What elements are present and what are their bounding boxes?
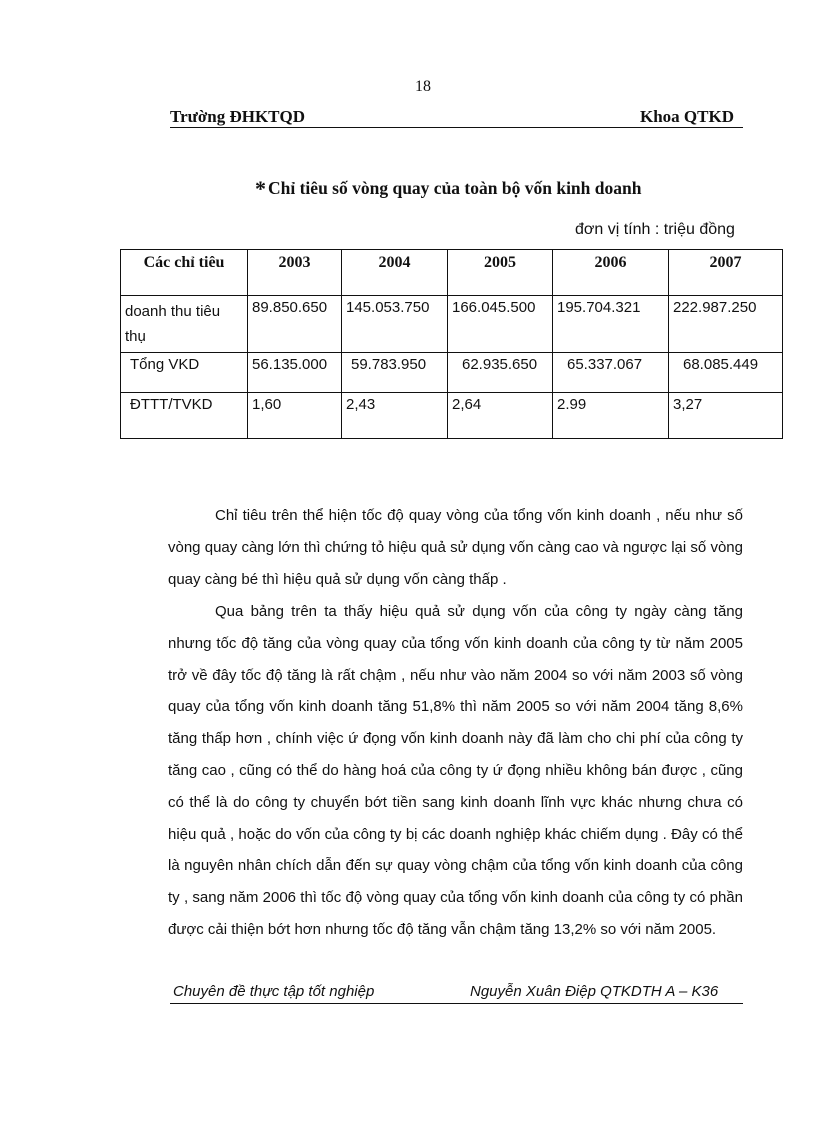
paragraph-turnover-meaning <box>168 500 743 595</box>
column-header: 2004 <box>342 250 448 296</box>
table-cell: 2,64 <box>448 393 553 439</box>
paragraph-text: Qua bảng trên ta thấy hiệu quả sử dụng vốn của công ty ngày càng tăng nhưng tốc độ tăng của vòng quay của tổng vốn kinh doanh của công ty từ năm 2005 trở về đây tốc độ tăng là rất chậm , nếu như vào năm 2004 so với năm 2003 số vòng quay của tổng vốn kinh doanh tăng 51,8% thì năm 2005 so với năm 2004 tăng 8,6% tăng thấp hơn , chính việc ứ đọng vốn kinh doanh này đã làm cho chi phí của công ty tăng cao , cũng có thể do hàng hoá của công ty ứ đọng nhiều không bán được , cũng có thể là do công ty chuyển bớt tiền sang kinh doanh lĩnh vực khác nhưng chưa có hiệu quả , hoặc do vốn của công ty bị các doanh nghiệp khác chiếm dụng . Đây có thể là nguyên nhân chích dẫn đến sự quay vòng chậm của tổng vốn kinh doanh của công ty , sang năm 2006 thì tốc độ vòng quay của tổng vốn kinh doanh của công ty có phần được cải thiện bớt hơn nhưng tốc độ tăng vẫn chậm tăng 13,2% so với năm 2005. <box>168 603 743 938</box>
column-header: 2003 <box>248 250 342 296</box>
column-header: Các chỉ tiêu <box>121 250 248 296</box>
footer-thesis-title: Chuyên đề thực tập tốt nghiệp <box>173 983 375 1000</box>
table-row <box>121 296 783 353</box>
header-rule <box>170 127 743 128</box>
header-faculty: Khoa QTKD <box>640 107 734 126</box>
table-header-row <box>121 250 783 296</box>
page-number: 18 <box>415 78 431 95</box>
capital-turnover-table <box>120 249 783 439</box>
table-cell: 68.085.449 <box>669 353 783 393</box>
row-label: Tổng VKD <box>121 353 248 393</box>
table-cell: 2,43 <box>342 393 448 439</box>
table-cell: 222.987.250 <box>669 296 783 353</box>
row-label: ĐTTT/TVKD <box>121 393 248 439</box>
table-cell: 65.337.067 <box>553 353 669 393</box>
section-title-text: Chỉ tiêu số vòng quay của toàn bộ vốn kinh doanh <box>268 178 642 198</box>
row-label: doanh thu tiêu thụ <box>121 296 248 353</box>
table-row <box>121 393 783 439</box>
table-cell: 2.99 <box>553 393 669 439</box>
paragraph-table-analysis <box>168 596 743 946</box>
table-cell: 3,27 <box>669 393 783 439</box>
column-header: 2007 <box>669 250 783 296</box>
table-cell: 145.053.750 <box>342 296 448 353</box>
unit-note: đơn vị tính : triệu đồng <box>575 221 735 238</box>
table-cell: 56.135.000 <box>248 353 342 393</box>
asterisk-bullet: * <box>255 176 266 201</box>
column-header: 2006 <box>553 250 669 296</box>
table-cell: 89.850.650 <box>248 296 342 353</box>
table-row <box>121 353 783 393</box>
table-cell: 1,60 <box>248 393 342 439</box>
table-cell: 62.935.650 <box>448 353 553 393</box>
footer-rule <box>170 1003 743 1004</box>
table-cell: 59.783.950 <box>342 353 448 393</box>
paragraph-text: Chỉ tiêu trên thể hiện tốc độ quay vòng của tổng vốn kinh doanh , nếu như số vòng quay càng lớn thì chứng tỏ hiệu quả sử dụng vốn càng cao và ngược lại số vòng quay càng bé thì hiệu quả sử dụng vốn càng thấp . <box>168 507 743 588</box>
table-cell: 166.045.500 <box>448 296 553 353</box>
section-title <box>255 176 641 202</box>
table-cell: 195.704.321 <box>553 296 669 353</box>
footer-author: Nguyễn Xuân Điệp QTKDTH A – K36 <box>470 983 719 1000</box>
header-school: Trường ĐHKTQD <box>170 107 306 126</box>
column-header: 2005 <box>448 250 553 296</box>
